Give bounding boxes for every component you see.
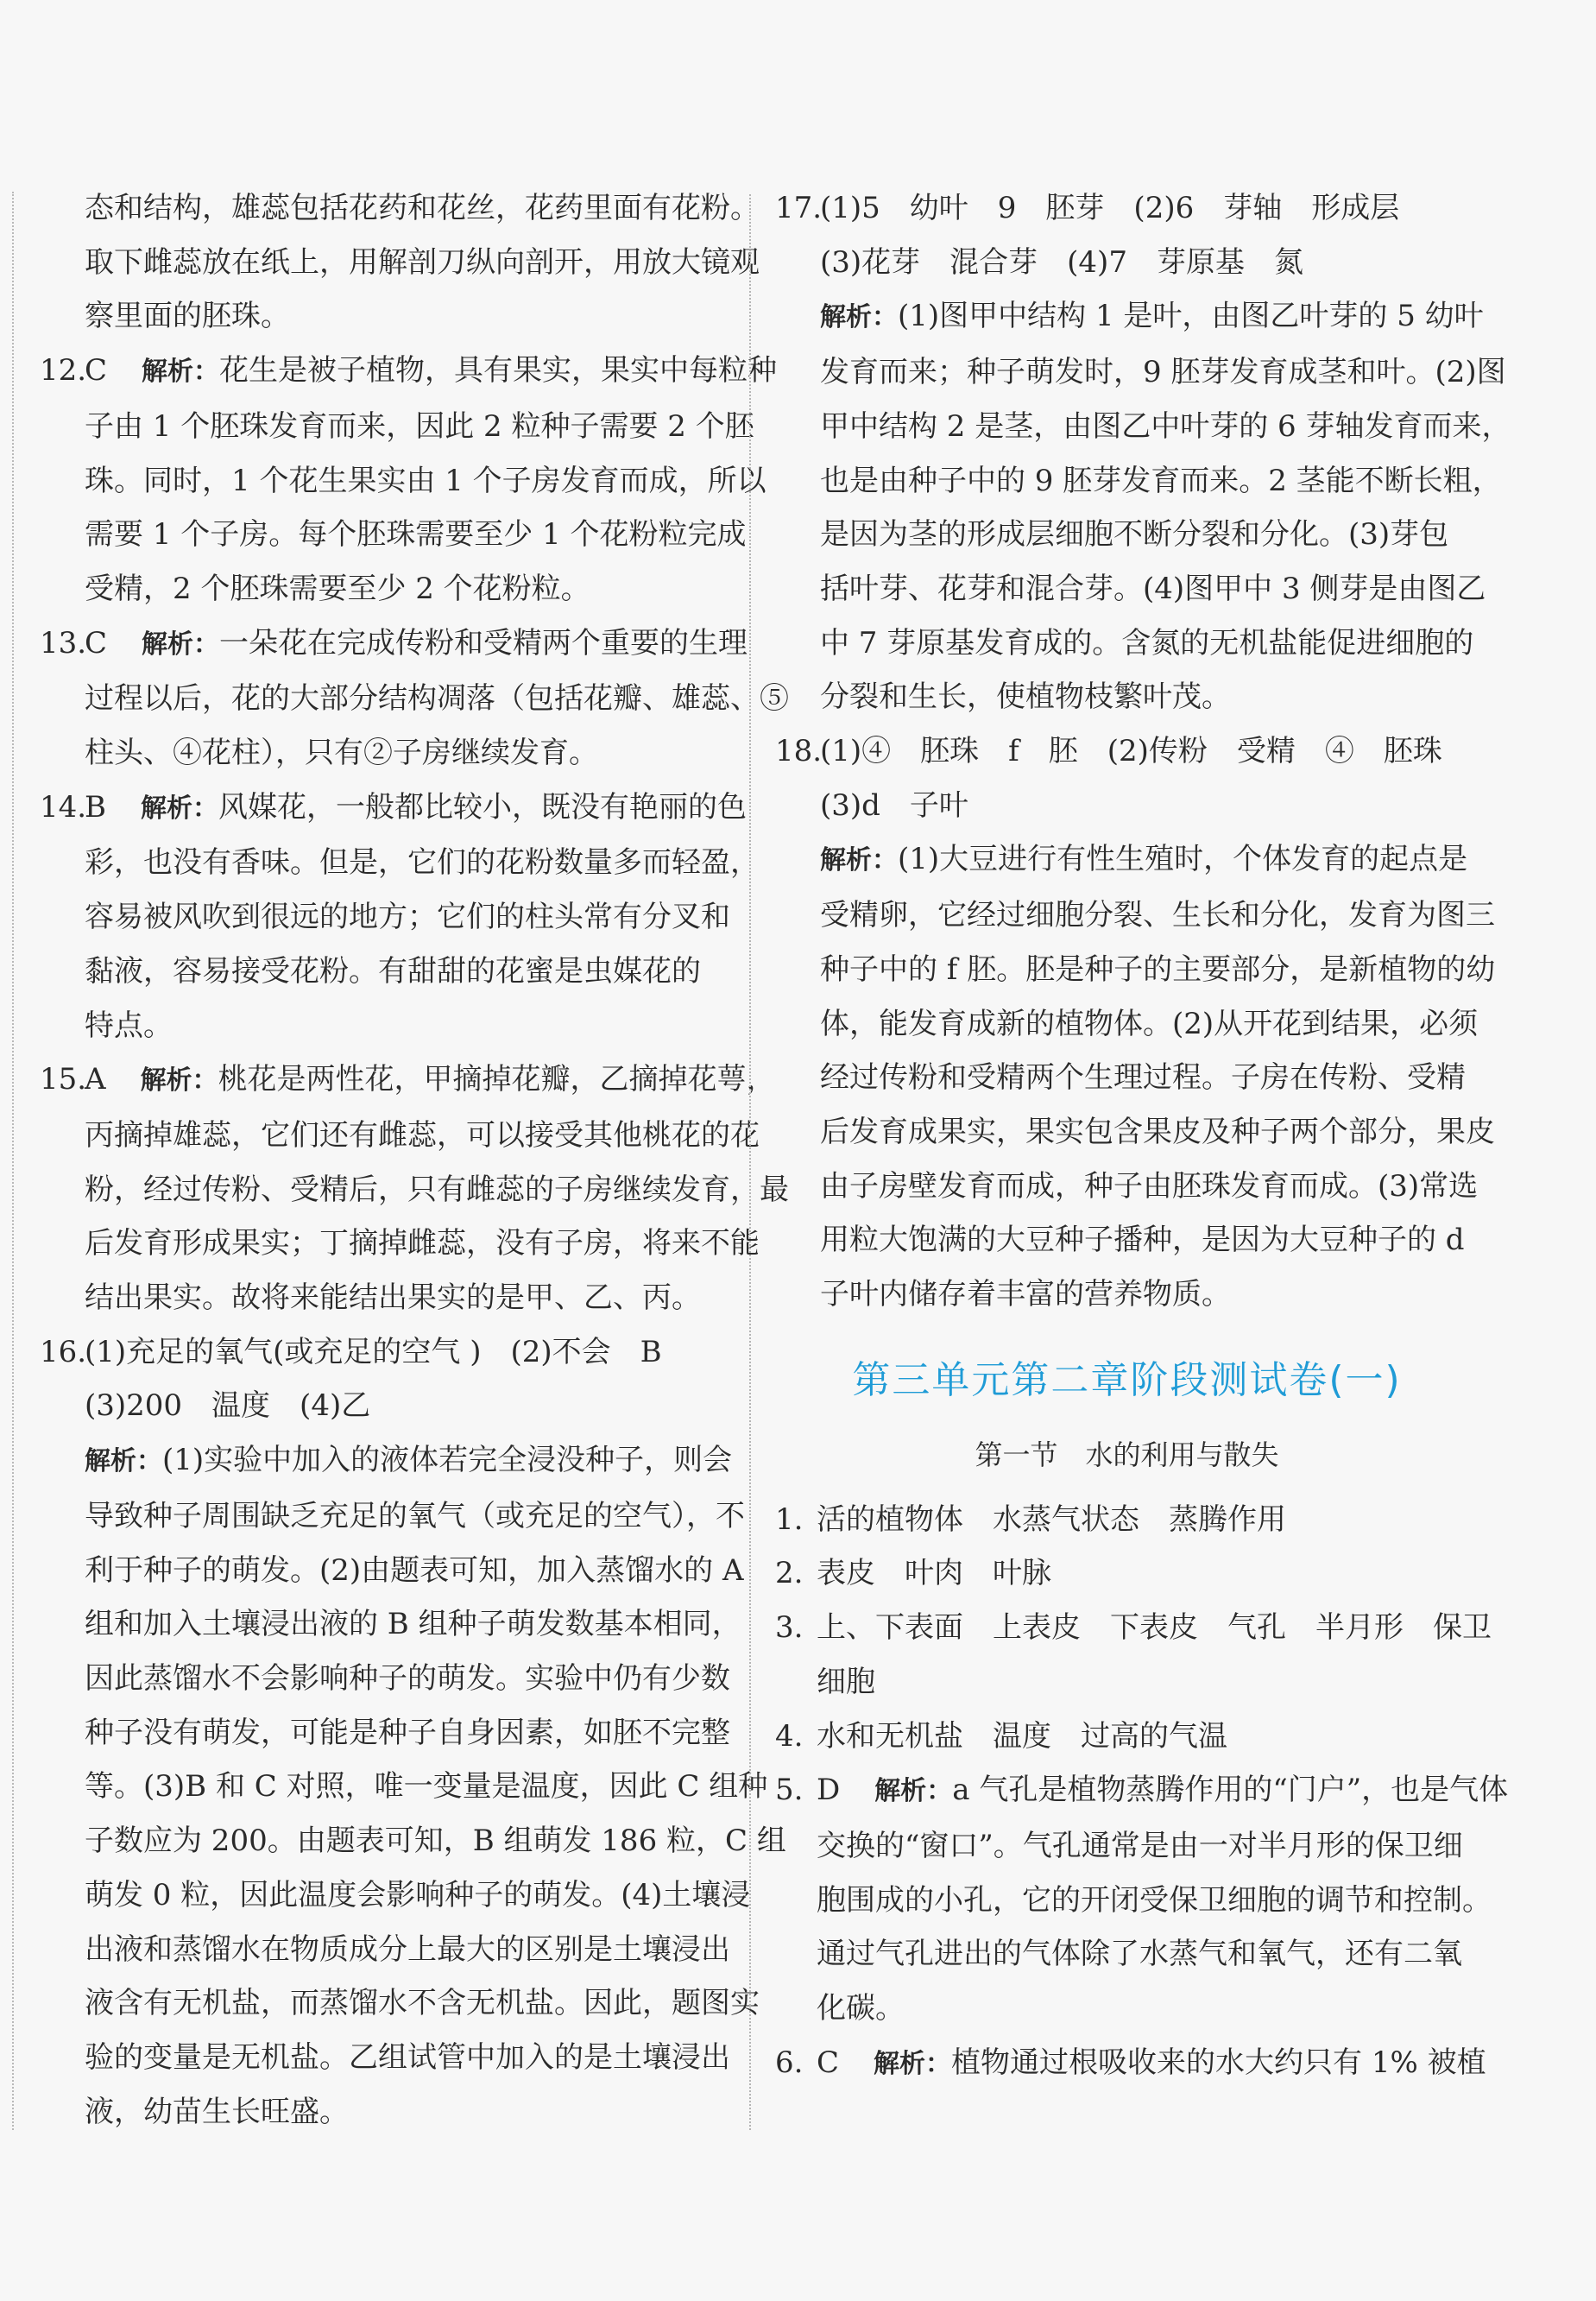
analysis-label: 解析： [141, 793, 218, 824]
analysis-label: 解析： [142, 629, 220, 660]
text-line: 需要 1 个子房。每个胚珠需要至少 1 个花粉粒完成 [85, 517, 747, 553]
left-column [40, 181, 789, 2139]
question-number: 12. [40, 353, 87, 389]
text-line: 出液和蒸馏水在物质成分上最大的区别是土壤浸出 [85, 1931, 730, 1967]
text-line: 子叶内储存着丰富的营养物质。 [820, 1277, 1231, 1312]
text-line: 态和结构，雄蕊包括花药和花丝，花药里面有花粉。 [85, 191, 760, 225]
text-line: 中 7 芽原基发育成的。含氮的无机盐能促进细胞的 [820, 625, 1474, 661]
section-title: 第三单元第二章阶段测试卷(一) [852, 1357, 1402, 1402]
answer-line: 上、下表面 上表皮 下表皮 气孔 半月形 保卫 [817, 1610, 1492, 1646]
text-line: 彩，也没有香味。但是，它们的花粉数量多而轻盈， [85, 845, 760, 881]
text-line: 等。(3)B 和 C 对照，唯一变量是温度，因此 C 组种 [85, 1769, 768, 1805]
text-line: 萌发 0 粒，因此温度会影响种子的萌发。(4)土壤浸 [85, 1877, 751, 1912]
text-line: 括叶芽、花芽和混合芽。(4)图甲中 3 侧芽是由图乙 [820, 571, 1486, 606]
text-line: 风媒花，一般都比较小，既没有艳丽的色 [218, 789, 747, 825]
answer-letter: B [85, 789, 106, 825]
text-line: 结出果实。故将来能结出果实的是甲、乙、丙。 [85, 1280, 701, 1316]
text-line: 一朵花在完成传粉和受精两个重要的生理 [219, 625, 748, 661]
question-number: 18. [775, 734, 823, 769]
text-line: 胞围成的小孔，它的开闭受保卫细胞的调节和控制。 [817, 1882, 1492, 1918]
text-line: 特点。 [85, 1008, 173, 1043]
text-line: (1)图甲中结构 1 是叶，由图乙叶芽的 5 幼叶 [898, 299, 1484, 334]
text-line: (1)实验中加入的液体若完全浸没种子，则会 [162, 1443, 733, 1478]
answer-line: (3)花芽 混合芽 (4)7 芽原基 氮 [820, 244, 1303, 280]
text-line: 液含有无机盐，而蒸馏水不含无机盐。因此，题图实 [85, 1986, 760, 2021]
text-line: 粉，经过传粉、受精后，只有雌蕊的子房继续发育，最 [85, 1172, 789, 1207]
text-line: 子由 1 个胚珠发育而来，因此 2 粒种子需要 2 个胚 [85, 408, 754, 444]
text-line: 桃花是两性花，甲摘掉花瓣，乙摘掉花萼， [218, 1062, 776, 1097]
answer-line: (1)④ 胚珠 f 胚 (2)传粉 受精 ④ 胚珠 [820, 734, 1442, 769]
right-column [775, 181, 1511, 2092]
question-number: 16. [40, 1334, 87, 1369]
question-2 [775, 1546, 1479, 1601]
text-line: 柱头、④花柱），只有②子房继续发育。 [85, 736, 598, 771]
question-number: 17. [775, 191, 823, 225]
answer-letter: C [817, 2045, 840, 2080]
text-line: 导致种子周围缺乏充足的氧气（或充足的空气），不 [85, 1498, 745, 1533]
question-14 [40, 781, 760, 1053]
answer-line: (1)5 幼叶 9 胚芽 (2)6 芽轴 形成层 [820, 191, 1400, 225]
answer-line: 细胞 [817, 1664, 875, 1699]
answer-line: 活的植物体 水蒸气状态 蒸腾作用 [817, 1501, 1286, 1537]
answer-line: (3)200 温度 (4)乙 [85, 1388, 371, 1424]
text-line: 液，幼苗生长旺盛。 [85, 2094, 349, 2129]
question-number: 14. [40, 789, 87, 825]
question-number: 5. [775, 1773, 804, 1808]
question-number: 4. [775, 1718, 804, 1754]
text-line: 受精卵，它经过细胞分裂、生长和分化，发育为图三 [820, 898, 1495, 933]
text-line: 验的变量是无机盐。乙组试管中加入的是土壤浸出 [85, 2039, 730, 2075]
text-line: 容易被风吹到很远的地方；它们的柱头常有分叉和 [85, 900, 730, 935]
question-12 [40, 344, 778, 616]
answer-letter: A [85, 1062, 106, 1097]
question-4 [775, 1710, 1479, 1764]
text-line: 组和加入土壤浸出液的 B 组种子萌发数基本相同， [85, 1607, 741, 1642]
question-number: 6. [775, 2045, 804, 2080]
question-16 [40, 1325, 786, 2140]
text-line: 后发育形成果实；丁摘掉雌蕊，没有子房，将来不能 [85, 1226, 760, 1261]
text-line: a 气孔是植物蒸腾作用的“门户”，也是气体 [952, 1773, 1509, 1808]
analysis-label: 解析： [142, 357, 220, 388]
answer-letter: C [85, 625, 108, 661]
analysis-label: 解析： [85, 1446, 162, 1477]
text-line: 植物通过根吸收来的水大约只有 1% 被植 [951, 2045, 1486, 2080]
text-line: 受精，2 个胚珠需要至少 2 个花粉粒。 [85, 571, 590, 606]
answer-line: (1)充足的氧气(或充足的空气 ) (2)不会 B [85, 1334, 662, 1369]
answer-line: 水和无机盐 温度 过高的气温 [817, 1718, 1227, 1754]
analysis-label: 解析： [874, 2048, 952, 2079]
text-line: 也是由种子中的 9 胚芽发育而来。2 茎能不断长粗， [820, 463, 1502, 498]
text-line: 由子房壁发育而成，种子由胚珠发育而成。(3)常选 [820, 1168, 1479, 1204]
answer-letter: D [817, 1773, 841, 1808]
page-edge-dotted [12, 192, 14, 2130]
text-line: 花生是被子植物，具有果实，果实中每粒种 [219, 353, 778, 389]
text-line: 体，能发育成新的植物体。(2)从开花到结果，必须 [820, 1006, 1479, 1041]
column-divider [749, 194, 751, 2130]
text-line: 种子中的 f 胚。胚是种子的主要部分，是新植物的幼 [820, 951, 1496, 987]
question-number: 15. [40, 1062, 87, 1097]
question-17 [775, 181, 1511, 724]
question-number: 13. [40, 625, 87, 661]
question-6 [775, 2036, 1486, 2092]
text-line: 是因为茎的形成层细胞不断分裂和分化。(3)芽包 [820, 517, 1449, 553]
question-18 [775, 724, 1496, 1322]
answer-letter: C [85, 353, 108, 389]
continued-text [40, 181, 760, 344]
question-13 [40, 616, 789, 781]
text-line: 甲中结构 2 是茎，由图乙中叶芽的 6 芽轴发育而来， [820, 408, 1511, 444]
question-15 [40, 1053, 789, 1325]
analysis-label: 解析： [874, 1776, 953, 1807]
text-line: 通过气孔进出的气体除了水蒸气和氧气，还有二氧 [817, 1937, 1462, 1972]
text-line: 用粒大饱满的大豆种子播种，是因为大豆种子的 d [820, 1223, 1465, 1258]
text-line: 利于种子的萌发。(2)由题表可知，加入蒸馏水的 A [85, 1552, 744, 1588]
text-line: 察里面的胚珠。 [85, 299, 290, 334]
text-line: 珠。同时，1 个花生果实由 1 个子房发育而成，所以 [85, 463, 766, 498]
text-line: 化碳。 [817, 1991, 905, 2026]
text-line: 取下雌蕊放在纸上，用解剖刀纵向剖开，用放大镜观 [85, 244, 760, 280]
text-line: 交换的“窗口”。气孔通常是由一对半月形的保卫细 [817, 1828, 1463, 1863]
question-1 [775, 1493, 1479, 1547]
text-line: 黏液，容易接受花粉。有甜甜的花蜜是虫媒花的 [85, 953, 701, 989]
answer-line: 表皮 叶肉 叶脉 [817, 1556, 1051, 1591]
text-line: 丙摘掉雄蕊，它们还有雌蕊，可以接受其他桃花的花 [85, 1117, 760, 1153]
text-line: 因此蒸馏水不会影响种子的萌发。实验中仍有少数 [85, 1660, 730, 1696]
question-number: 1. [775, 1501, 804, 1537]
text-line: 分裂和生长，使植物枝繁叶茂。 [820, 680, 1231, 715]
question-number: 3. [775, 1610, 804, 1646]
question-3 [775, 1601, 1492, 1709]
analysis-label: 解析： [140, 1065, 218, 1097]
analysis-label: 解析： [820, 845, 898, 876]
text-line: 种子没有萌发，可能是种子自身因素，如胚不完整 [85, 1715, 730, 1750]
text-line: 子数应为 200。由题表可知，B 组萌发 186 粒，C 组 [85, 1824, 786, 1859]
answer-line: (3)d 子叶 [820, 787, 968, 823]
text-line: 经过传粉和受精两个生理过程。子房在传粉、受精 [820, 1060, 1466, 1096]
text-line: (1)大豆进行有性生殖时，个体发育的起点是 [898, 842, 1468, 877]
analysis-label: 解析： [820, 302, 898, 333]
question-number: 2. [775, 1556, 804, 1591]
text-line: 过程以后，花的大部分结构凋落（包括花瓣、雄蕊、⑤ [85, 681, 789, 717]
question-5 [775, 1763, 1509, 2036]
text-line: 后发育成果实，果实包含果皮及种子两个部分，果皮 [820, 1114, 1495, 1149]
text-line: 发育而来；种子萌发时，9 胚芽发育成茎和叶。(2)图 [820, 355, 1506, 390]
subsection-title: 第一节 水的利用与散失 [975, 1438, 1279, 1471]
